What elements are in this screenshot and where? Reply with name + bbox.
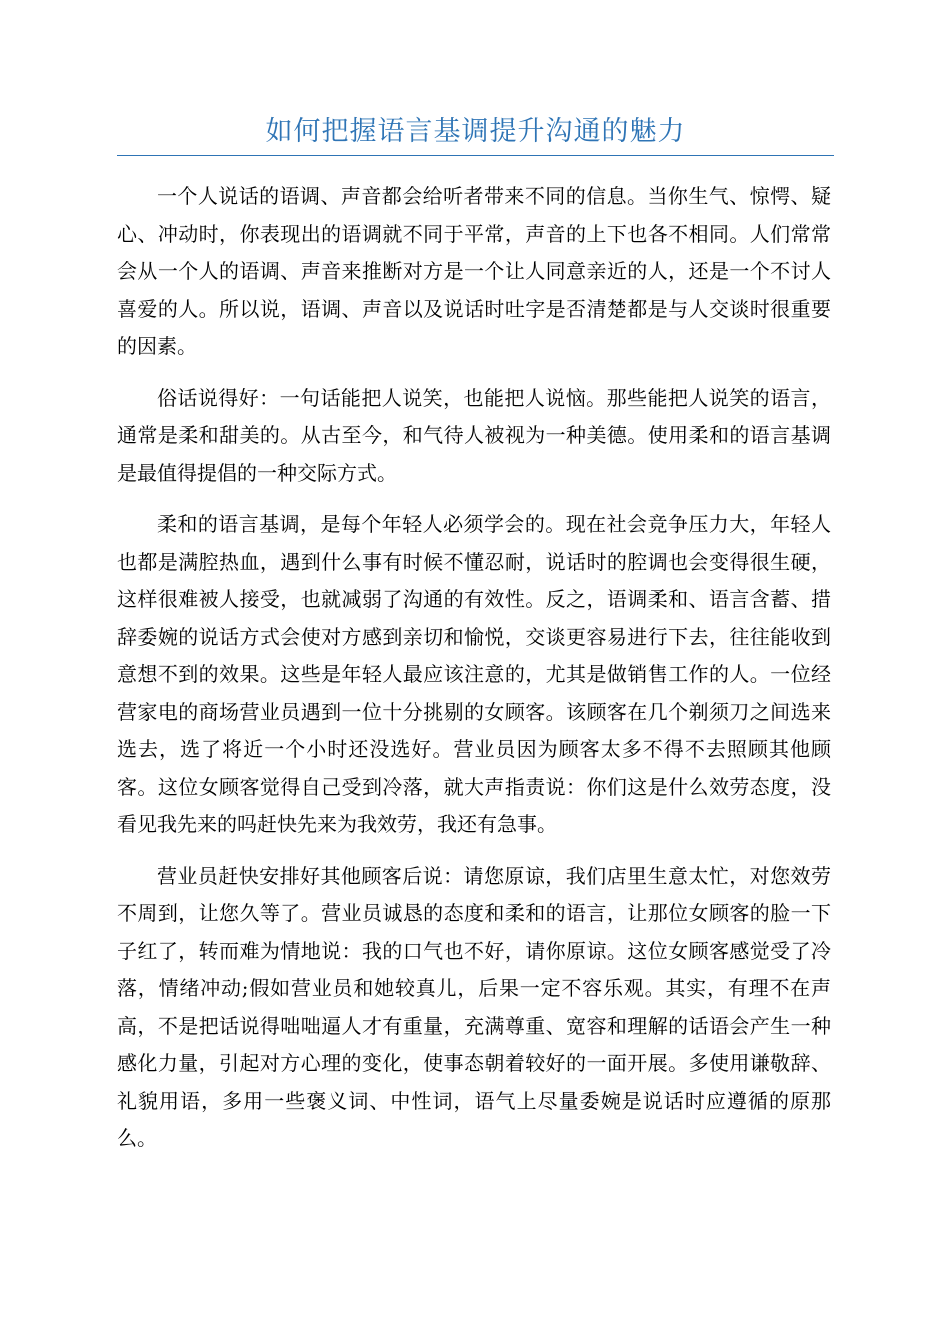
title-underline-divider (117, 155, 834, 156)
document-title: 如何把握语言基调提升沟通的魅力 (265, 116, 686, 147)
paragraph-1: 一个人说话的语调、声音都会给听者带来不同的信息。当你生气、惊愕、疑心、冲动时，你表现出的语调就不同于平常，声音的上下也各不相同。人们常常会从一个人的语调、声音来推断对方是一个让人同意亲近的人，还是一个不讨人喜爱的人。所以说，语调、声音以及说话时吐字是否清楚都是与人交谈时很重要的因素。 (117, 184, 831, 358)
document-body (117, 178, 831, 1172)
paragraph-3: 柔和的语言基调，是每个年轻人必须学会的。现在社会竞争压力大，年轻人也都是满腔热血，遇到什么事有时候不懂忍耐，说话时的腔调也会变得很生硬，这样很难被人接受，也就减弱了沟通的有效性。反之，语调柔和、语言含蓄、措辞委婉的说话方式会使对方感到亲切和愉悦，交谈更容易进行下去，往往能收到意想不到的效果。这些是年轻人最应该注意的，尤其是做销售工作的人。一位经营家电的商场营业员遇到一位十分挑剔的女顾客。该顾客在几个剃须刀之间选来选去，选了将近一个小时还没选好。营业员因为顾客太多不得不去照顾其他顾客。这位女顾客觉得自己受到冷落，就大声指责说：你们这是什么效劳态度，没看见我先来的吗赶快先来为我效劳，我还有急事。 (117, 512, 831, 836)
paragraph-2: 俗话说得好：一句话能把人说笑，也能把人说恼。那些能把人说笑的语言，通常是柔和甜美的。从古至今，和气待人被视为一种美德。使用柔和的语言基调是最值得提倡的一种交际方式。 (117, 385, 831, 485)
paragraph-4: 营业员赶快安排好其他顾客后说：请您原谅，我们店里生意太忙，对您效劳不周到，让您久等了。营业员诚恳的态度和柔和的语言，让那位女顾客的脸一下子红了，转而难为情地说：我的口气也不好，请你原谅。这位女顾客感觉受了冷落，情绪冲动;假如营业员和她较真儿，后果一定不容乐观。其实，有理不在声高，不是把话说得咄咄逼人才有重量，充满尊重、宽容和理解的话语会产生一种感化力量，引起对方心理的变化，使事态朝着较好的一面开展。多使用谦敬辞、礼貌用语，多用一些褒义词、中性词，语气上尽量委婉是说话时应遵循的原那么。 (117, 863, 831, 1150)
